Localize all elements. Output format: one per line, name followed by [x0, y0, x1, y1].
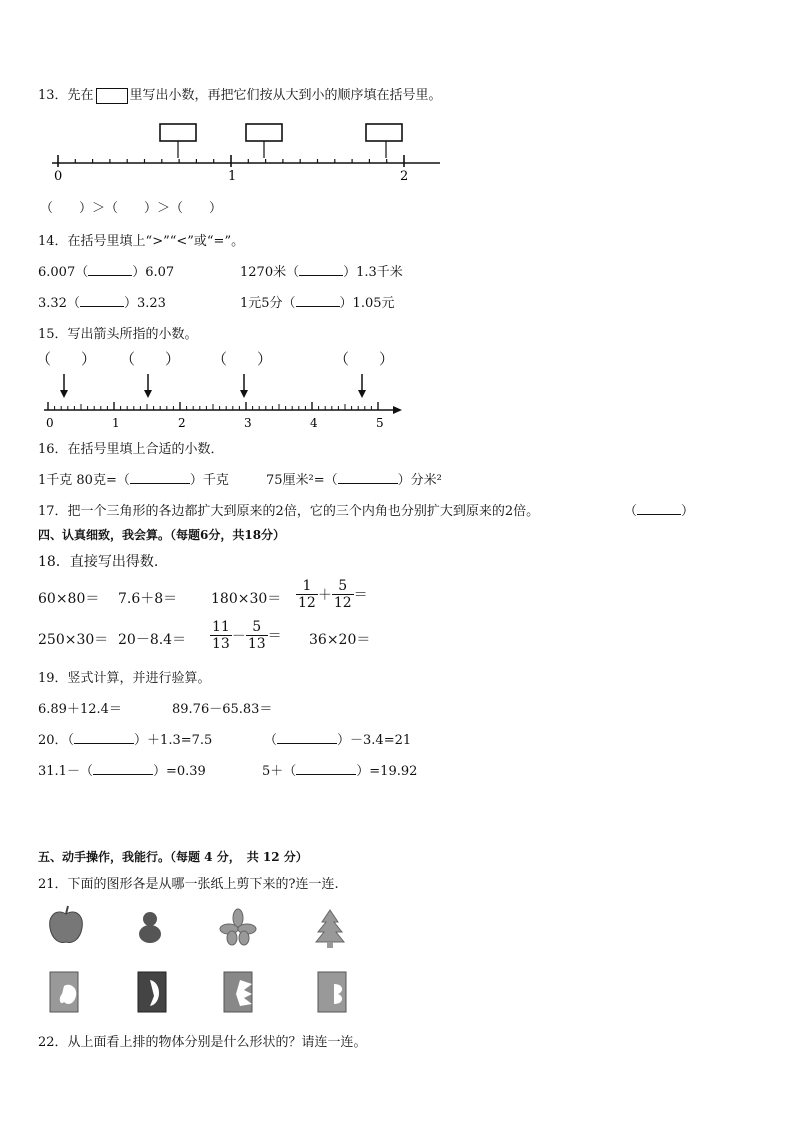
- q18-expr-8: 36×20＝: [309, 632, 371, 648]
- answer-box[interactable]: [246, 124, 282, 141]
- q16-item-2: 75厘米²=（ ）分米²: [266, 473, 442, 488]
- q21-title: 21．下面的图形各是从哪一张纸上剪下来的?连一连.: [38, 877, 339, 892]
- answer-blank[interactable]: [296, 762, 356, 775]
- paper-with-flower-hole-icon[interactable]: [224, 972, 252, 1012]
- axis-label-5: 5: [376, 416, 384, 430]
- section-5-title: 五、动手操作，我能行。（每题 4 分， 共 12 分）: [38, 850, 308, 864]
- down-arrow-icon: [358, 390, 366, 398]
- q18-title: 18．直接写出得数.: [38, 554, 159, 570]
- answer-blank[interactable]: [296, 294, 340, 307]
- q19-title: 19．竖式计算，并进行验算。: [38, 671, 211, 686]
- axis-label-1: 1: [112, 416, 120, 430]
- q15-paren-4[interactable]: （ ）: [334, 350, 395, 368]
- q18-expr-5: 250×30＝: [38, 632, 109, 648]
- axis-arrow-icon: [393, 406, 402, 414]
- down-arrow-icon: [240, 390, 248, 398]
- q13-order-line: （ ）＞（ ）＞（ ）: [40, 201, 223, 216]
- answer-blank[interactable]: [130, 471, 190, 484]
- answer-blank[interactable]: [277, 731, 337, 744]
- q18-fraction-expr-1: $\frac{1}{12}$ ＋ $\frac{5}{12}$ ＝: [298, 578, 368, 611]
- q14-item-3: 3.32（ ）3.23: [38, 296, 166, 311]
- axis-label-4: 4: [310, 416, 318, 430]
- q18-fraction-expr-2: $\frac{11}{13}$ － $\frac{5}{13}$ ＝: [212, 619, 282, 652]
- answer-blank[interactable]: [299, 263, 343, 276]
- q13-title: 13．先在 里写出小数，再把它们按从大到小的顺序填在括号里。: [38, 88, 442, 103]
- sample-box-icon: [96, 88, 128, 104]
- q19-item-2: 89.76－65.83＝: [172, 702, 273, 717]
- axis-label-2: 2: [178, 416, 186, 430]
- q17-answer: （ ）: [624, 504, 695, 519]
- q20-item-1: 20．（ ）＋1.3=7.5: [38, 733, 213, 748]
- q16-title: 16．在括号里填上合适的小数．: [38, 442, 224, 457]
- down-arrow-icon: [60, 390, 68, 398]
- q14-item-4: 1元5分（ ）1.05元: [240, 296, 395, 311]
- answer-blank[interactable]: [93, 762, 153, 775]
- q21-cutout-shapes: [0, 900, 794, 1030]
- axis-label-1: 1: [228, 169, 237, 184]
- answer-blank[interactable]: [74, 731, 134, 744]
- q22-title: 22．从上面看上排的物体分别是什么形状的？请连一连。: [38, 1035, 367, 1050]
- q15-paren-3[interactable]: （ ）: [212, 350, 273, 368]
- answer-blank[interactable]: [80, 294, 124, 307]
- axis-label-3: 3: [244, 416, 252, 430]
- axis-label-2: 2: [400, 169, 409, 184]
- gourd-shape-icon[interactable]: [139, 912, 161, 943]
- apple-shape-icon[interactable]: [50, 906, 83, 942]
- q18-expr-2: 7.6＋8＝: [118, 591, 178, 607]
- axis-label-0: 0: [46, 416, 54, 430]
- answer-blank[interactable]: [88, 263, 132, 276]
- paper-with-tree-hole-icon[interactable]: [318, 972, 346, 1012]
- paper-with-gourd-hole-icon[interactable]: [138, 972, 166, 1012]
- answer-box[interactable]: [160, 124, 196, 141]
- answer-blank[interactable]: [637, 502, 681, 515]
- answer-box[interactable]: [366, 124, 402, 141]
- section-4-title: 四、认真细致，我会算。（每题6分，共18分）: [38, 528, 286, 542]
- q15-number-line: [0, 372, 794, 432]
- flower-shape-icon[interactable]: [220, 909, 256, 945]
- q14-item-2: 1270米（ ）1.3千米: [240, 265, 403, 280]
- q16-item-1: 1千克 80克=（ ）千克: [38, 473, 229, 488]
- q18-expr-3: 180×30＝: [211, 591, 282, 607]
- q14-item-1: 6.007（ ）6.07: [38, 265, 175, 280]
- q20-item-3: 31.1－（ ）=0.39: [38, 764, 206, 779]
- down-arrow-icon: [144, 390, 152, 398]
- tree-shape-icon[interactable]: [316, 910, 344, 948]
- q20-item-4: 5＋（ ）=19.92: [262, 764, 418, 779]
- q13-number-line: [0, 118, 794, 188]
- q19-item-1: 6.89＋12.4＝: [38, 702, 122, 717]
- q15-title: 15．写出箭头所指的小数。: [38, 327, 198, 342]
- axis-label-0: 0: [54, 169, 63, 184]
- q18-expr-6: 20－8.4＝: [118, 632, 187, 648]
- q20-item-2: （ ）－3.4=21: [264, 733, 412, 748]
- q14-title: 14．在括号里填上“>”“<”或“=”。: [38, 234, 245, 249]
- q18-expr-1: 60×80＝: [38, 591, 100, 607]
- paper-with-apple-hole-icon[interactable]: [50, 972, 78, 1012]
- q15-paren-1[interactable]: （ ）: [36, 350, 97, 368]
- q15-paren-2[interactable]: （ ）: [120, 350, 181, 368]
- q17-text: 17．把一个三角形的各边都扩大到原来的2倍，它的三个内角也分别扩大到原来的2倍。: [38, 504, 540, 519]
- answer-blank[interactable]: [338, 471, 398, 484]
